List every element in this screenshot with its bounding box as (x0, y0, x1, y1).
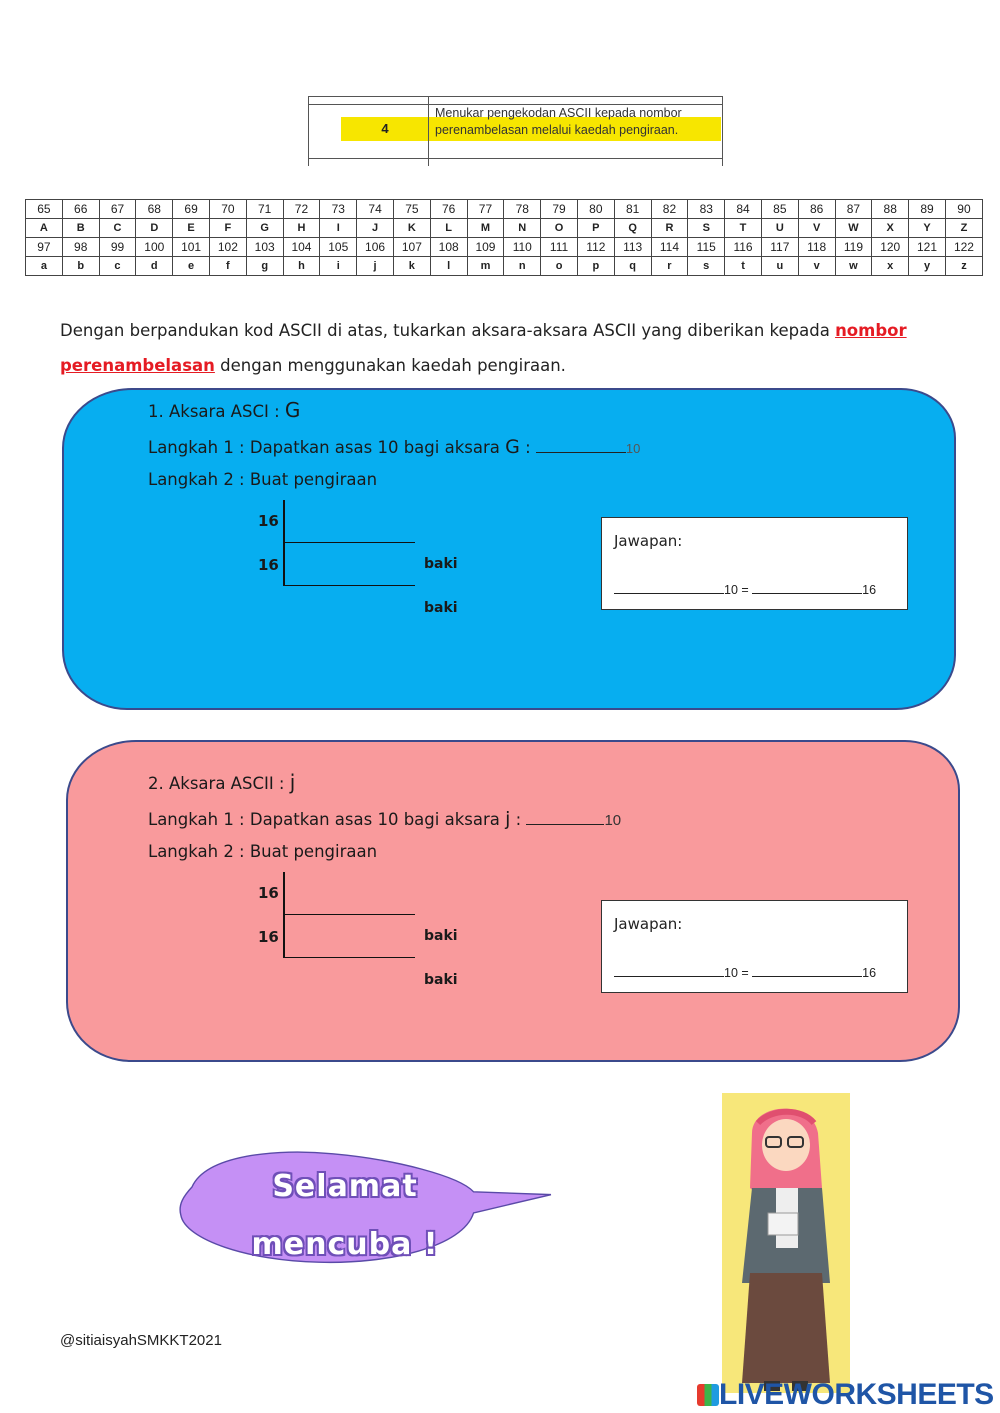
ascii-cell: q (614, 257, 651, 276)
ascii-cell: e (173, 257, 210, 276)
ascii-cell: X (872, 219, 909, 238)
ascii-cell: K (393, 219, 430, 238)
ascii-cell: 72 (283, 200, 320, 219)
q1-baki-1: baki (424, 556, 458, 572)
ascii-cell: x (872, 257, 909, 276)
ascii-cell: 104 (283, 238, 320, 257)
ascii-cell: 78 (504, 200, 541, 219)
q2-answer-box (601, 900, 908, 993)
q2-base10-sub: 10 (604, 812, 622, 829)
ascii-cell: 79 (541, 200, 578, 219)
ascii-cell: S (688, 219, 725, 238)
ascii-cell: 115 (688, 238, 725, 257)
header-number: 4 (381, 121, 389, 136)
q1-baki-2: baki (424, 600, 458, 616)
q2-step1-char: j (505, 808, 511, 830)
q1-answer-base10-blank[interactable] (614, 581, 724, 594)
ascii-cell: y (909, 257, 946, 276)
ascii-cell: 113 (614, 238, 651, 257)
ascii-cell: c (99, 257, 136, 276)
ascii-cell: 80 (577, 200, 614, 219)
q1-base10-sub: 10 (625, 441, 641, 456)
ascii-cell: u (761, 257, 798, 276)
logo-icon (697, 1384, 719, 1406)
ascii-cell: 77 (467, 200, 504, 219)
q1-division-bar-1 (283, 500, 285, 543)
speech-line-2: mencuba ! (251, 1227, 439, 1262)
ascii-cell: W (835, 219, 872, 238)
ascii-cell: s (688, 257, 725, 276)
q1-step2: Langkah 2 : Buat pengiraan (148, 470, 378, 489)
ascii-cell: B (62, 219, 99, 238)
ascii-cell: 83 (688, 200, 725, 219)
ascii-cell: 86 (798, 200, 835, 219)
header-top-border (309, 96, 722, 97)
q2-title-prefix: 2. Aksara ASCII : (148, 774, 285, 793)
ascii-cell: 109 (467, 238, 504, 257)
ascii-cell: f (209, 257, 246, 276)
q1-step1-text: Langkah 1 : Dapatkan asas 10 bagi aksara (148, 438, 500, 457)
ascii-cell: 101 (173, 238, 210, 257)
q1-divisor-2: 16 (258, 556, 279, 574)
ascii-cell: t (725, 257, 762, 276)
ascii-cell: 90 (945, 200, 982, 219)
speech-text (180, 1158, 510, 1274)
instructions-part2: dengan menggunakan kaedah pengiraan. (220, 356, 566, 375)
ascii-cell: 74 (357, 200, 394, 219)
ascii-cell: z (945, 257, 982, 276)
q2-base10-blank[interactable] (526, 824, 604, 825)
ascii-cell: D (136, 219, 173, 238)
q1-answer-row (614, 581, 876, 597)
ascii-cell: G (246, 219, 283, 238)
ascii-cell: 110 (504, 238, 541, 257)
ascii-cell: A (26, 219, 63, 238)
ascii-cell: F (209, 219, 246, 238)
ascii-cell: 89 (909, 200, 946, 219)
q1-division-line-1 (283, 542, 415, 543)
header-bottom-border (309, 158, 722, 159)
ascii-cell: V (798, 219, 835, 238)
ascii-cell: k (393, 257, 430, 276)
q1-answer-label: Jawapan: (614, 532, 683, 550)
q2-answer-row (614, 964, 876, 980)
ascii-cell: w (835, 257, 872, 276)
header-description: Menukar pengekodan ASCII kepada nombor perenambelasan melalui kaedah pengiraan. (435, 106, 682, 137)
q2-baki-2: baki (424, 972, 458, 988)
ascii-cell: 85 (761, 200, 798, 219)
ascii-cell: 71 (246, 200, 283, 219)
ascii-cell: 103 (246, 238, 283, 257)
ascii-cell: 119 (835, 238, 872, 257)
upper-letters-row (26, 219, 983, 238)
ascii-cell: Q (614, 219, 651, 238)
ascii-cell: 65 (26, 200, 63, 219)
q2-answer-base16-label: 16 (862, 966, 877, 980)
q2-step1: Langkah 1 : Dapatkan asas 10 bagi aksara j : 10 (148, 808, 622, 830)
ascii-cell: n (504, 257, 541, 276)
ascii-cell: r (651, 257, 688, 276)
q2-division-bar-1 (283, 872, 285, 915)
instructions-highlight: nombor perenambelasan (60, 321, 907, 375)
q2-answer-base10-label: 10 = (724, 966, 749, 980)
ascii-cell: 76 (430, 200, 467, 219)
ascii-cell: 82 (651, 200, 688, 219)
ascii-cell: p (577, 257, 614, 276)
q1-answer-base10-label: 10 = (724, 583, 749, 597)
ascii-cell: v (798, 257, 835, 276)
ascii-cell: 88 (872, 200, 909, 219)
lower-codes-row (26, 238, 983, 257)
ascii-cell: 105 (320, 238, 357, 257)
q1-title (148, 398, 300, 422)
q1-answer-box (601, 517, 908, 610)
ascii-cell: 73 (320, 200, 357, 219)
ascii-cell: 107 (393, 238, 430, 257)
ascii-cell: 102 (209, 238, 246, 257)
q1-answer-base16-blank[interactable] (752, 581, 862, 594)
ascii-cell: 97 (26, 238, 63, 257)
ascii-cell: P (577, 219, 614, 238)
ascii-table (25, 199, 983, 276)
ascii-cell: 67 (99, 200, 136, 219)
speech-line-1: Selamat (272, 1169, 418, 1204)
ascii-cell: H (283, 219, 320, 238)
q2-division-line-2 (283, 957, 415, 958)
ascii-cell: 108 (430, 238, 467, 257)
q2-answer-label: Jawapan: (614, 915, 683, 933)
ascii-cell: 121 (909, 238, 946, 257)
ascii-cell: 117 (761, 238, 798, 257)
ascii-cell: E (173, 219, 210, 238)
ascii-cell: Y (909, 219, 946, 238)
ascii-cell: 111 (541, 238, 578, 257)
ascii-cell: O (541, 219, 578, 238)
q1-division-bar-2 (283, 543, 285, 586)
ascii-cell: J (357, 219, 394, 238)
ascii-cell: d (136, 257, 173, 276)
ascii-cell: 98 (62, 238, 99, 257)
q1-divisor-1: 16 (258, 512, 279, 530)
ascii-cell: 118 (798, 238, 835, 257)
q2-step2: Langkah 2 : Buat pengiraan (148, 842, 378, 861)
ascii-cell: o (541, 257, 578, 276)
q2-divisor-1: 16 (258, 884, 279, 902)
ascii-cell: b (62, 257, 99, 276)
ascii-cell: 81 (614, 200, 651, 219)
q1-answer-base16-label: 16 (862, 583, 877, 597)
q2-char: j (289, 770, 296, 794)
ascii-cell: T (725, 219, 762, 238)
q1-char: G (284, 398, 301, 422)
ascii-cell: 120 (872, 238, 909, 257)
ascii-cell: 75 (393, 200, 430, 219)
ascii-cell: C (99, 219, 136, 238)
ascii-cell: N (504, 219, 541, 238)
q2-division-line-1 (283, 914, 415, 915)
q1-division-line-2 (283, 585, 415, 586)
ascii-cell: 122 (945, 238, 982, 257)
ascii-cell: 87 (835, 200, 872, 219)
logo-text: LIVEWORKSHEETS (719, 1378, 994, 1411)
ascii-cell: h (283, 257, 320, 276)
ascii-cell: j (357, 257, 394, 276)
q2-division-bar-2 (283, 915, 285, 958)
header-table (308, 96, 723, 166)
ascii-cell: a (26, 257, 63, 276)
q2-answer-base10-blank[interactable] (614, 964, 724, 977)
ascii-cell: Z (945, 219, 982, 238)
q2-baki-1: baki (424, 928, 458, 944)
ascii-cell: 116 (725, 238, 762, 257)
ascii-cell: 66 (62, 200, 99, 219)
ascii-cell: 112 (577, 238, 614, 257)
ascii-cell: 114 (651, 238, 688, 257)
q1-step1-char: G (505, 436, 520, 458)
upper-codes-row (26, 200, 983, 219)
ascii-cell: 99 (99, 238, 136, 257)
ascii-cell: m (467, 257, 504, 276)
q1-base10-blank[interactable] (536, 452, 626, 453)
teacher-illustration (722, 1093, 850, 1393)
instructions (60, 313, 960, 383)
credit: @sitiaisyahSMKKT2021 (60, 1332, 222, 1349)
q1-step1: Langkah 1 : Dapatkan asas 10 bagi aksara G : 10 (148, 436, 641, 458)
ascii-cell: 100 (136, 238, 173, 257)
ascii-cell: U (761, 219, 798, 238)
ascii-cell: i (320, 257, 357, 276)
ascii-cell: R (651, 219, 688, 238)
lower-letters-row (26, 257, 983, 276)
ascii-cell: 84 (725, 200, 762, 219)
ascii-cell: 70 (209, 200, 246, 219)
ascii-cell: I (320, 219, 357, 238)
q2-answer-base16-blank[interactable] (752, 964, 862, 977)
ascii-cell: 106 (357, 238, 394, 257)
ascii-cell: 69 (173, 200, 210, 219)
ascii-cell: M (467, 219, 504, 238)
q2-divisor-2: 16 (258, 928, 279, 946)
q2-step1-text: Langkah 1 : Dapatkan asas 10 bagi aksara (148, 810, 500, 829)
ascii-cell: l (430, 257, 467, 276)
ascii-cell: g (246, 257, 283, 276)
instructions-part1: Dengan berpandukan kod ASCII di atas, tukarkan aksara-aksara ASCII yang diberikan kepada (60, 321, 830, 340)
q1-title-prefix: 1. Aksara ASCI : (148, 402, 280, 421)
ascii-cell: 68 (136, 200, 173, 219)
q2-title (148, 770, 295, 794)
liveworksheets-logo[interactable] (697, 1378, 994, 1412)
ascii-cell: L (430, 219, 467, 238)
